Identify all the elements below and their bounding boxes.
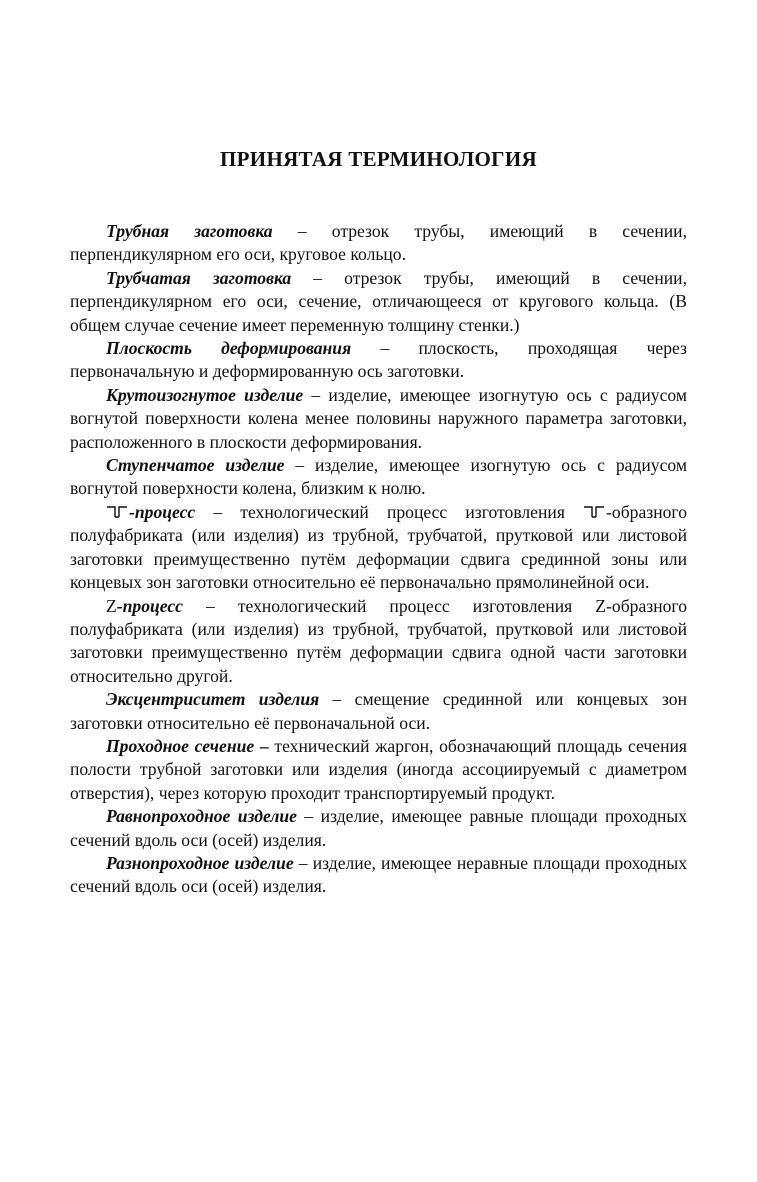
term-entry bbox=[70, 220, 687, 267]
term-prefix: Z bbox=[106, 595, 117, 616]
term-definition: – изделие, имеющее изогнутую ось с радиусом вогнутой поверхности колена, близким к нолю. bbox=[70, 455, 688, 499]
term-name: Равнопроходное изделие bbox=[106, 806, 297, 827]
term-name: Плоскость деформирования bbox=[106, 338, 352, 359]
term-definition: – смещение срединной или концевых зон заготовки относительно её первоначальной оси. bbox=[70, 689, 687, 733]
term-definition: – изделие, имеющее изогнутую ось с радиусом вогнутой поверхности колена менее половины наружного параметра заготовки, расположенного в плоскости деформирования. bbox=[70, 384, 688, 452]
term-entry bbox=[70, 337, 687, 384]
terminology-list bbox=[70, 220, 687, 899]
double-step-profile-icon bbox=[583, 505, 605, 519]
term-dash: – bbox=[254, 735, 269, 756]
page-title: ПРИНЯТАЯ ТЕРМИНОЛОГИЯ bbox=[220, 147, 537, 171]
term-entry bbox=[70, 384, 687, 454]
term-entry bbox=[70, 805, 687, 852]
term-name: Проходное сечение bbox=[106, 735, 255, 756]
term-entry bbox=[70, 595, 687, 689]
term-entry bbox=[70, 501, 687, 595]
term-definition: – технологический процесс изготовления bbox=[195, 501, 584, 522]
term-name: -процесс bbox=[129, 501, 196, 522]
term-definition: – отрезок трубы, имеющий в сечении, перпендикулярном его оси, круговое кольцо. bbox=[70, 221, 687, 265]
term-definition: -образного полуфабриката (или изделия) из трубной, трубчатой, прутковой или листовой заготовки преимущественно путём деформации сдвига срединной зоны или концевых зон заготовки относительно её первоначально прямолинейной оси. bbox=[70, 501, 687, 593]
double-step-profile-icon bbox=[106, 505, 128, 519]
term-entry bbox=[70, 735, 687, 805]
term-name: Крутоизогнутое изделие bbox=[106, 384, 304, 405]
term-definition: – изделие, имеющее неравные площади проходных сечений вдоль оси (осей) изделия. bbox=[70, 852, 688, 897]
term-definition: – изделие, имеющее равные площади проходных сечений вдоль оси (осей) изделия. bbox=[70, 806, 687, 850]
term-definition: – плоскость, проходящая через первоначальную и деформированную ось заготовки. bbox=[70, 338, 687, 382]
term-name: Ступенчатое изделие bbox=[106, 455, 285, 476]
term-name: Разнопроходное изделие bbox=[106, 852, 294, 873]
term-entry bbox=[70, 852, 687, 899]
term-definition: – технологический процесс изготовления Z-образного полуфабриката (или изделия) из трубной, трубчатой, прутковой или листовой заготовки преимущественно путём деформации сдвига одной части заготовки относительно другой. bbox=[70, 595, 687, 686]
term-entry bbox=[70, 267, 687, 337]
term-name: -процесс bbox=[116, 595, 183, 616]
term-definition: – отрезок трубы, имеющий в сечении, перпендикулярном его оси, сечение, отличающееся от кругового кольца. (В общем случае сечение имеет переменную толщину стенки.) bbox=[70, 267, 687, 335]
term-name: Эксцентриситет изделия bbox=[106, 689, 320, 710]
term-entry bbox=[70, 688, 687, 735]
term-name: Трубная заготовка bbox=[106, 221, 273, 241]
term-name: Трубчатая заготовка bbox=[106, 267, 292, 288]
term-entry bbox=[70, 454, 687, 501]
term-definition: технический жаргон, обозначающий площадь сечения полости трубной заготовки или изделия (иногда ассоциируемый с диаметром отверстия), через которую проходит транспортируемый продукт. bbox=[70, 735, 688, 803]
